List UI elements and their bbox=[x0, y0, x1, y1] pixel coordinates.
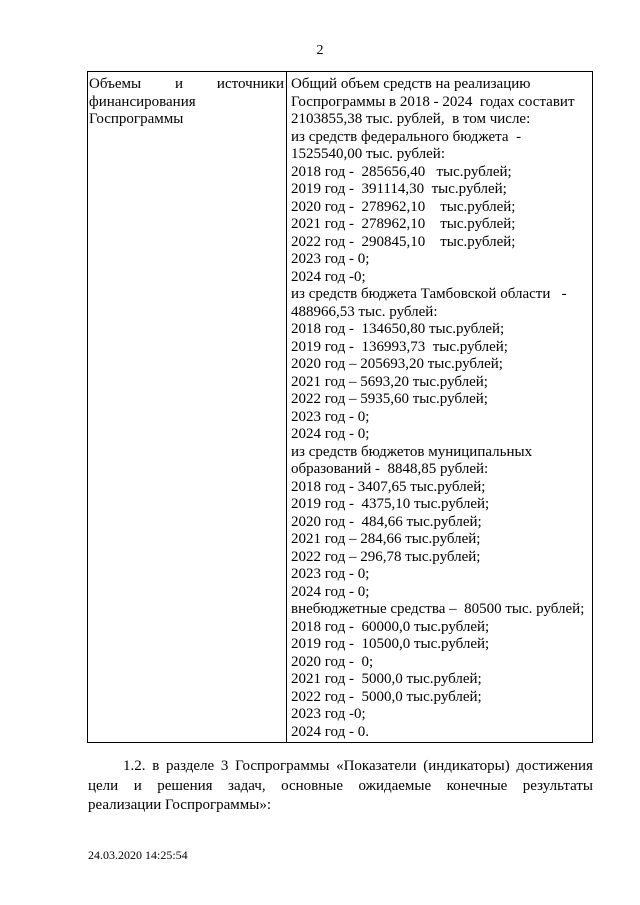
paragraph-word: решения bbox=[157, 777, 213, 794]
paragraph-word: (индикаторы) bbox=[423, 758, 510, 774]
funding-line: 2023 год - 0; bbox=[291, 566, 370, 582]
funding-line: 2018 год - 134650,80 тыс.рублей; bbox=[291, 321, 505, 337]
funding-line: 2018 год - 3407,65 тыс.рублей; bbox=[291, 478, 486, 495]
page-number: 2 bbox=[316, 43, 324, 58]
label-line-1 bbox=[89, 76, 284, 94]
print-timestamp: 24.03.2020 14:25:54 bbox=[88, 848, 188, 862]
paragraph-word: достижения bbox=[516, 758, 593, 774]
funding-line: 2018 год - 60000,0 тыс.рублей; bbox=[291, 618, 490, 635]
paragraph-word: разделе bbox=[165, 758, 215, 774]
funding-line: 2021 год - 5000,0 тыс.рублей; bbox=[291, 671, 482, 687]
funding-line: 488966,53 тыс. рублей: bbox=[291, 303, 438, 320]
funding-line: из средств федерального бюджета - bbox=[291, 128, 522, 145]
paragraph-word: конечные bbox=[446, 777, 508, 794]
funding-line: 2022 год - 5000,0 тыс.рублей; bbox=[291, 688, 482, 705]
paragraph-word: 1.2. bbox=[123, 758, 146, 774]
funding-line: 2023 год - 0; bbox=[291, 408, 370, 425]
paragraph-word: цели bbox=[88, 777, 119, 794]
funding-line: 2021 год - 278962,10 тыс.рублей; bbox=[291, 216, 516, 232]
paragraph-word: ожидаемые bbox=[358, 777, 432, 794]
funding-line: 2024 год - 0; bbox=[291, 583, 370, 600]
paragraph-line-2 bbox=[88, 777, 593, 797]
table-label-cell bbox=[88, 72, 287, 742]
funding-line: 2018 год - 285656,40 тыс.рублей; bbox=[291, 163, 512, 180]
funding-line: 2023 год -0; bbox=[291, 706, 366, 722]
funding-line: 2022 год - 290845,10 тыс.рублей; bbox=[291, 233, 516, 250]
funding-line: 2024 год -0; bbox=[291, 268, 366, 285]
funding-line: Общий объем средств на реализацию bbox=[291, 76, 531, 92]
funding-line: образований - 8848,85 рублей: bbox=[291, 461, 489, 477]
paragraph-word: основные bbox=[281, 777, 343, 794]
paragraph-word: результаты bbox=[522, 777, 593, 794]
funding-line: 2024 год - 0; bbox=[291, 426, 370, 442]
funding-line: 2022 год – 5935,60 тыс.рублей; bbox=[291, 391, 488, 407]
paragraph-word: задач, bbox=[228, 777, 266, 794]
funding-line: 2024 год - 0. bbox=[291, 723, 369, 740]
funding-line: 2020 год - 0; bbox=[291, 653, 374, 670]
label-word-sources: источники bbox=[216, 76, 284, 92]
paragraph-line-1 bbox=[88, 757, 593, 777]
table-value-cell bbox=[287, 72, 592, 742]
funding-line: 2022 год – 296,78 тыс.рублей; bbox=[291, 548, 481, 565]
funding-line: Госпрограммы в 2018 - 2024 годах составит bbox=[291, 93, 575, 110]
funding-line: из средств бюджета Тамбовской области - bbox=[291, 286, 567, 302]
paragraph-word: и bbox=[133, 777, 142, 794]
funding-line: 2019 год - 136993,73 тыс.рублей; bbox=[291, 338, 508, 355]
section-paragraph bbox=[88, 757, 593, 816]
funding-line: внебюджетные средства – 80500 тыс. рублей; bbox=[291, 601, 585, 617]
funding-line: 2019 год - 391114,30 тыс.рублей; bbox=[291, 181, 507, 197]
label-word-volumes: Объемы bbox=[89, 76, 142, 92]
paragraph-line-3: реализации Госпрограммы»: bbox=[88, 797, 272, 813]
paragraph-word: «Показатели bbox=[336, 758, 417, 774]
funding-line: из средств бюджетов муниципальных bbox=[291, 443, 533, 460]
label-line-2: финансирования bbox=[89, 93, 196, 110]
paragraph-word: Госпрограммы bbox=[235, 758, 330, 774]
funding-line: 2103855,38 тыс. рублей, в том числе: bbox=[291, 111, 531, 127]
paragraph-word: 3 bbox=[220, 758, 229, 774]
funding-line: 2019 год - 10500,0 тыс.рублей; bbox=[291, 636, 490, 652]
funding-line: 2019 год - 4375,10 тыс.рублей; bbox=[291, 496, 490, 512]
funding-line: 2021 год – 284,66 тыс.рублей; bbox=[291, 531, 481, 547]
label-word-and: и bbox=[174, 76, 184, 92]
funding-line: 2020 год - 278962,10 тыс.рублей; bbox=[291, 198, 516, 215]
financing-table bbox=[87, 71, 593, 743]
funding-line: 2020 год – 205693,20 тыс.рублей; bbox=[291, 356, 503, 372]
funding-line: 2021 год – 5693,20 тыс.рублей; bbox=[291, 373, 488, 390]
funding-line: 1525540,00 тыс. рублей: bbox=[291, 146, 445, 162]
paragraph-word: в bbox=[152, 758, 160, 774]
label-line-3: Госпрограммы bbox=[89, 111, 184, 127]
funding-line: 2023 год - 0; bbox=[291, 251, 370, 267]
funding-line: 2020 год - 484,66 тыс.рублей; bbox=[291, 513, 482, 530]
